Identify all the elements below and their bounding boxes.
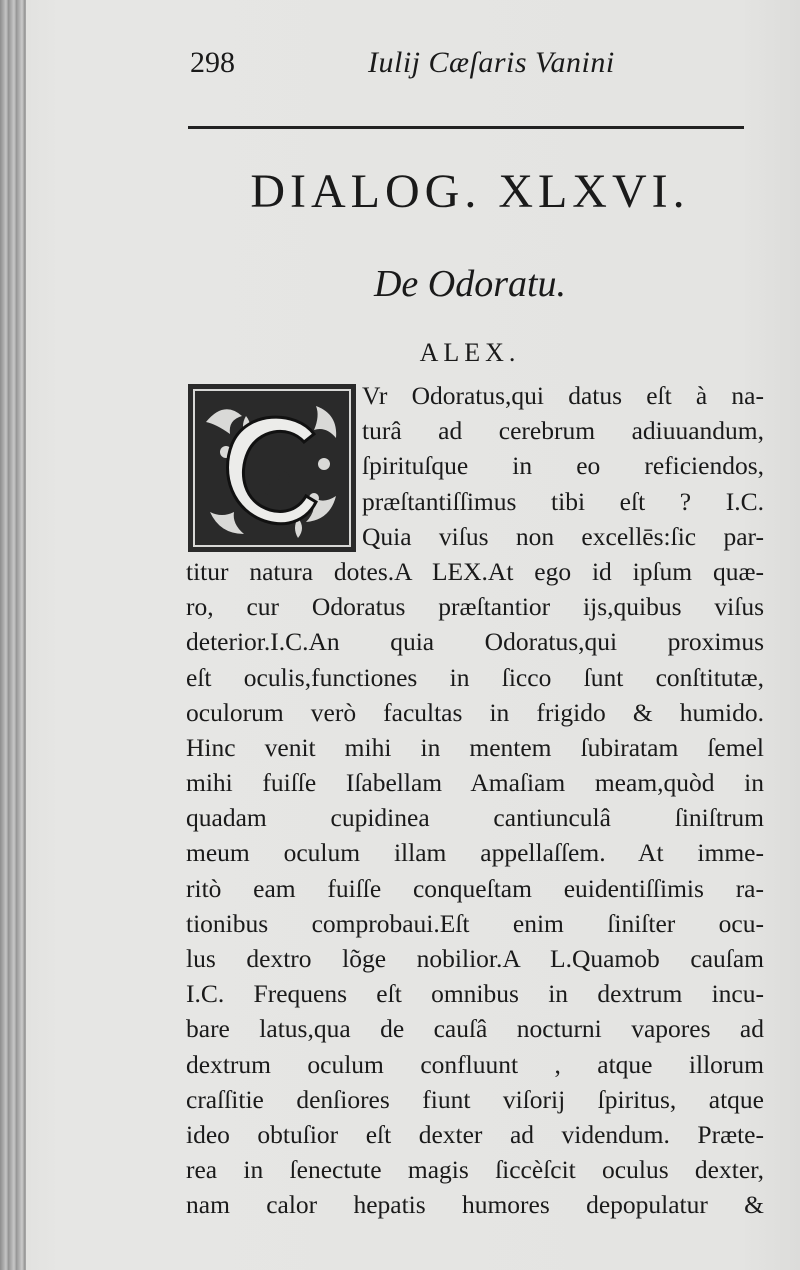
text-line: Vr Odoratus,qui datus eſt à na- xyxy=(362,381,764,410)
text-line: oculorum verò facultas in frigido & humido. xyxy=(186,697,764,727)
text-line: mihi fuiſſe Iſabellam Amaſiam meam,quòd in xyxy=(186,768,764,798)
book-spine xyxy=(0,0,26,1270)
text-line: turâ ad cerebrum adiuuandum, xyxy=(362,416,764,446)
page-number: 298 xyxy=(190,46,235,79)
speaker-heading: ALEX. xyxy=(419,338,521,367)
text-line: lus dextro lõge nobilior.A L.Quamob cauſam xyxy=(186,944,764,973)
text-line: Quia viſus non excellēs:ſic par- xyxy=(362,521,764,551)
text-line: bare latus,qua de cauſâ nocturni vapores ad xyxy=(186,1014,764,1044)
text-line: nam calor hepatis humores depopulatur & xyxy=(186,1190,764,1220)
text-line: meum oculum illam appellaſſem. At imme- xyxy=(186,838,764,868)
text-line: eſt oculis,functiones in ſicco ſunt conſtitutæ, xyxy=(186,662,764,692)
running-title: Iulij Cæſaris Vanini xyxy=(368,46,615,79)
dialog-heading: DIALOG. XLXVI. xyxy=(250,165,690,218)
text-line: quadam cupidinea cantiunculâ ſiniſtrum xyxy=(186,803,764,833)
text-line: ideo obtuſior eſt dexter ad videndum. Præte- xyxy=(186,1119,764,1149)
text-line: tionibus comprobaui.Eſt enim ſiniſter ocu- xyxy=(186,908,764,938)
text-line: titur natura dotes.A LEX.At ego id ipſum quæ- xyxy=(186,556,764,586)
text-line: I.C. Frequens eſt omnibus in dextrum incu- xyxy=(186,979,764,1009)
running-head xyxy=(190,46,670,86)
text-line: dextrum oculum confluunt , atque illorum xyxy=(186,1049,764,1079)
text-line: ro, cur Odoratus præſtantior ijs,quibus viſus xyxy=(186,592,764,622)
dialog-subtitle: De Odoratu. xyxy=(373,263,567,305)
head-rule xyxy=(188,126,744,129)
text-line: deterior.I.C.An quia Odoratus,qui proximus xyxy=(186,627,764,657)
text-line: craſſitie denſiores fiunt viſorij ſpiritus, atque xyxy=(186,1084,764,1114)
text-line: Hinc venit mihi in mentem ſubiratam ſemel xyxy=(186,732,764,762)
text-line: rea in ſenectute magis ſiccèſcit oculus dexter, xyxy=(186,1155,764,1185)
text-line: ſpirituſque in eo reficiendos, xyxy=(362,451,764,481)
text-line: ritò eam fuiſſe conqueſtam euidentiſſimis ra- xyxy=(186,873,764,903)
text-line: præſtantiſſimus tibi eſt ? I.C. xyxy=(362,486,764,516)
dialog-text xyxy=(186,378,764,1223)
